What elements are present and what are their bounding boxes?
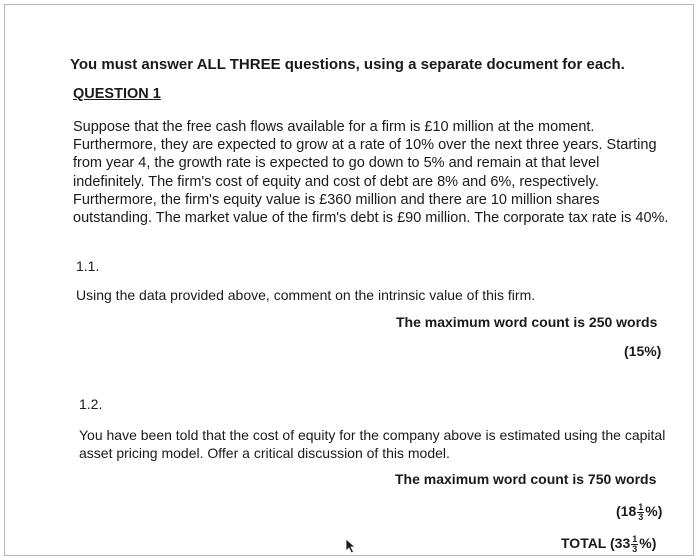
part-2-number: 1.2. (79, 396, 103, 412)
part-2-weight-fraction (637, 503, 644, 522)
part-2-weight (616, 503, 662, 522)
fraction-numerator: 1 (638, 502, 644, 512)
question-title: QUESTION 1 (73, 86, 161, 102)
mouse-cursor-icon (345, 538, 357, 554)
part-1-weight: (15%) (624, 343, 662, 359)
part-1-question: Using the data provided above, comment on the intrinsic value of this firm. (76, 287, 536, 303)
scenario-paragraph: Suppose that the free cash flows available for a firm is £10 million at the moment. Furthermore, they are expected to grow at a rate of 10% over the next three years. Starting from year 4, the growth rate is expected to go down to 5% and remain at that level indefinitely. The firm's cost of equity and cost of debt are 8% and 6%, respectively. Furthermore, the firm's equity value is £360 million and there are 10 million shares outstanding. The market value of the firm's debt is £90 million. The corporate tax rate is 40%. (73, 119, 669, 227)
total-weight (561, 535, 656, 554)
part-2-weight-suffix: %) (645, 503, 663, 520)
fraction-numerator: 1 (632, 534, 638, 544)
total-weight-prefix: TOTAL (33 (561, 535, 631, 552)
part-2-question: You have been told that the cost of equity for the company above is estimated using the capital asset pricing model. Offer a critical discussion of this model. (79, 427, 666, 461)
fraction-denominator: 3 (632, 544, 638, 554)
part-2-word-limit: The maximum word count is 750 words (395, 471, 657, 487)
instruction-heading: You must answer ALL THREE questions, using a separate document for each. (70, 56, 625, 73)
total-weight-suffix: %) (639, 535, 657, 552)
total-weight-fraction (631, 535, 638, 554)
part-1-word-limit: The maximum word count is 250 words (396, 314, 658, 330)
fraction-denominator: 3 (638, 512, 644, 522)
part-1-number: 1.1. (76, 258, 100, 274)
part-2-weight-prefix: (18 (616, 503, 637, 520)
